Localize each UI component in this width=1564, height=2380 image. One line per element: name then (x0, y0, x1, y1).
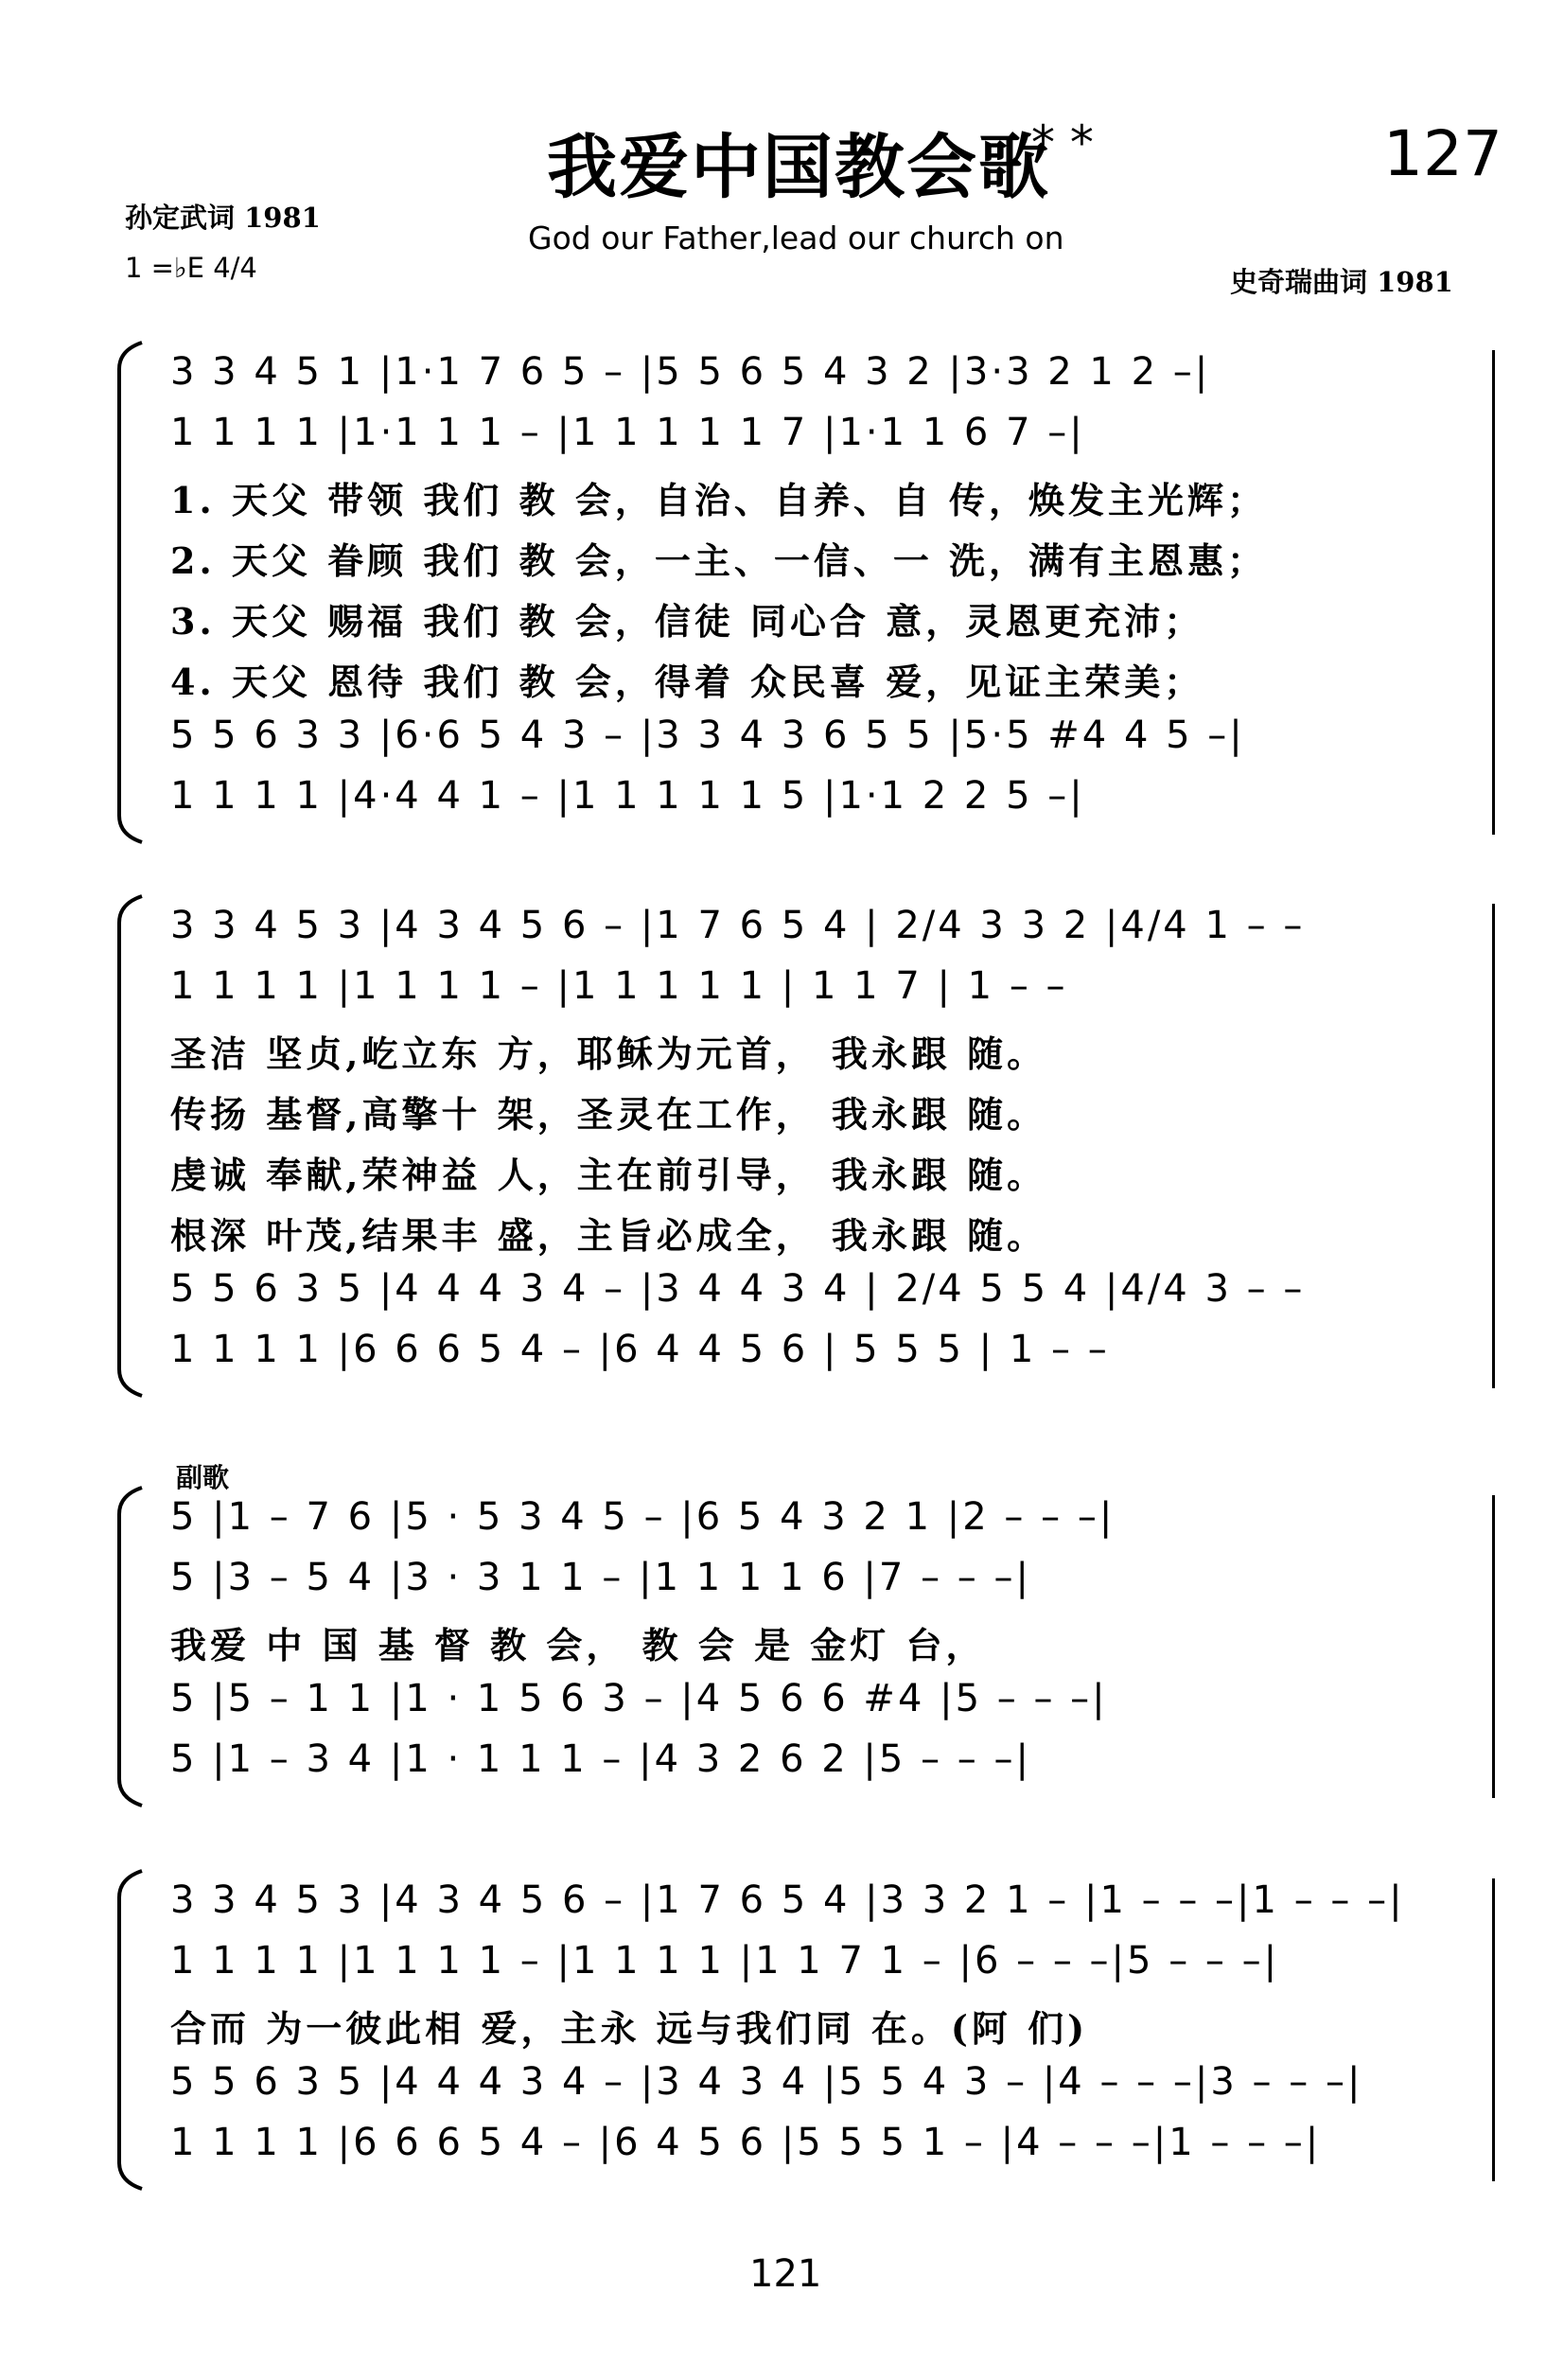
notation-line: 1 1 1 1 |1 1 1 1 – |1 1 1 1 |1 1 7 1 – |6 – – –|5 – – –| (170, 1939, 1280, 1983)
lyrics-line: 根深 叶茂,结果丰 盛，主旨必成全， 我永跟 随。 (170, 1214, 1047, 1257)
music-system (114, 341, 1495, 844)
lyrics-line: 我爱 中 国 基 督 教 会， 教 会 是 金灯 台， (170, 1624, 986, 1666)
key-signature: 1 =♭E 4/4 (125, 252, 257, 284)
music-system (114, 894, 1495, 1398)
notation-line: 3 3 4 5 3 |4 3 4 5 6 – |1 7 6 5 4 | 2/4 3 3 2 |4/4 1 – – (170, 904, 1306, 947)
system-bracket (114, 1869, 151, 2191)
notation-line: 5 5 6 3 3 |6·6 5 4 3 – |3 3 4 3 6 5 5 |5·5 #4 4 5 –| (170, 714, 1245, 757)
notation-line: 5 |1 – 7 6 |5 · 5 3 4 5 – |6 5 4 3 2 1 |2 – – –| (170, 1495, 1116, 1539)
refrain-label: 副歌 (176, 1462, 230, 1493)
footer-page-number: 121 (749, 2252, 822, 2296)
notation-line: 5 5 6 3 5 |4 4 4 3 4 – |3 4 4 3 4 | 2/4 5 5 4 |4/4 3 – – (170, 1267, 1306, 1311)
system-bracket (114, 1486, 151, 1807)
song-title: 我爱中国教会歌 (547, 127, 1050, 208)
lyricist-credit: 孙定武词 1981 (125, 202, 321, 234)
lyrics-line: 圣洁 坚贞,屹立东 方，耶稣为元首， 我永跟 随。 (170, 1032, 1047, 1075)
lyrics-line: 1. 天父 带领 我们 教 会，自治、自养、自 传，焕发主光辉； (170, 479, 1268, 521)
music-system (114, 1869, 1495, 2191)
system-bracket (114, 341, 151, 844)
system-end-barline (1492, 350, 1495, 835)
lyrics-line: 2. 天父 眷顾 我们 教 会，一主、一信、一 洗，满有主恩惠； (170, 539, 1268, 582)
notation-line: 1 1 1 1 |1·1 1 1 – |1 1 1 1 1 7 |1·1 1 6 7 –| (170, 411, 1085, 454)
composer-credit: 史奇瑞曲词 1981 (1230, 266, 1453, 298)
notation-line: 5 |5 – 1 1 |1 · 1 5 6 3 – |4 5 6 6 #4 |5 – – –| (170, 1677, 1108, 1720)
notation-line: 1 1 1 1 |6 6 6 5 4 – |6 4 5 6 |5 5 5 1 – |4 – – –|1 – – –| (170, 2121, 1322, 2164)
notation-line: 1 1 1 1 |1 1 1 1 – |1 1 1 1 1 | 1 1 7 | 1 – – (170, 964, 1068, 1008)
lyrics-line: 3. 天父 赐福 我们 教 会，信徒 同心合 意，灵恩更充沛； (170, 600, 1204, 643)
music-system (114, 1486, 1495, 1807)
notation-line: 3 3 4 5 1 |1·1 7 6 5 – |5 5 6 5 4 3 2 |3·3 2 1 2 –| (170, 350, 1211, 394)
notation-line: 3 3 4 5 3 |4 3 4 5 6 – |1 7 6 5 4 |3 3 2 1 – |1 – – –|1 – – –| (170, 1878, 1405, 1922)
system-bracket (114, 894, 151, 1398)
notation-line: 5 5 6 3 5 |4 4 4 3 4 – |3 4 3 4 |5 5 4 3 – |4 – – –|3 – – –| (170, 2060, 1363, 2104)
page-number: 127 (1383, 117, 1502, 190)
lyrics-line: 合而 为一彼此相 爱，主永 远与我们同 在。(阿 们) (170, 2007, 1089, 2050)
notation-line: 5 |1 – 3 4 |1 · 1 1 1 – |4 3 2 6 2 |5 – – –| (170, 1737, 1031, 1781)
lyrics-line: 虔诚 奉献,荣神益 人，主在前引导， 我永跟 随。 (170, 1154, 1047, 1196)
notation-line: 1 1 1 1 |4·4 4 1 – |1 1 1 1 1 5 |1·1 2 2 5 –| (170, 774, 1085, 818)
lyrics-line: 传扬 基督,高擎十 架，圣灵在工作， 我永跟 随。 (170, 1093, 1047, 1136)
notation-line: 5 |3 – 5 4 |3 · 3 1 1 – |1 1 1 1 6 |7 – – –| (170, 1556, 1031, 1599)
lyrics-line: 4. 天父 恩待 我们 教 会，得着 众民喜 爱，见证主荣美； (170, 661, 1204, 703)
system-end-barline (1492, 1878, 1495, 2181)
notation-line: 1 1 1 1 |6 6 6 5 4 – |6 4 4 5 6 | 5 5 5 | 1 – – (170, 1328, 1110, 1371)
title-stars: * * (1031, 115, 1094, 170)
english-subtitle: God our Father,lead our church on (528, 220, 1064, 256)
system-end-barline (1492, 904, 1495, 1388)
system-end-barline (1492, 1495, 1495, 1798)
